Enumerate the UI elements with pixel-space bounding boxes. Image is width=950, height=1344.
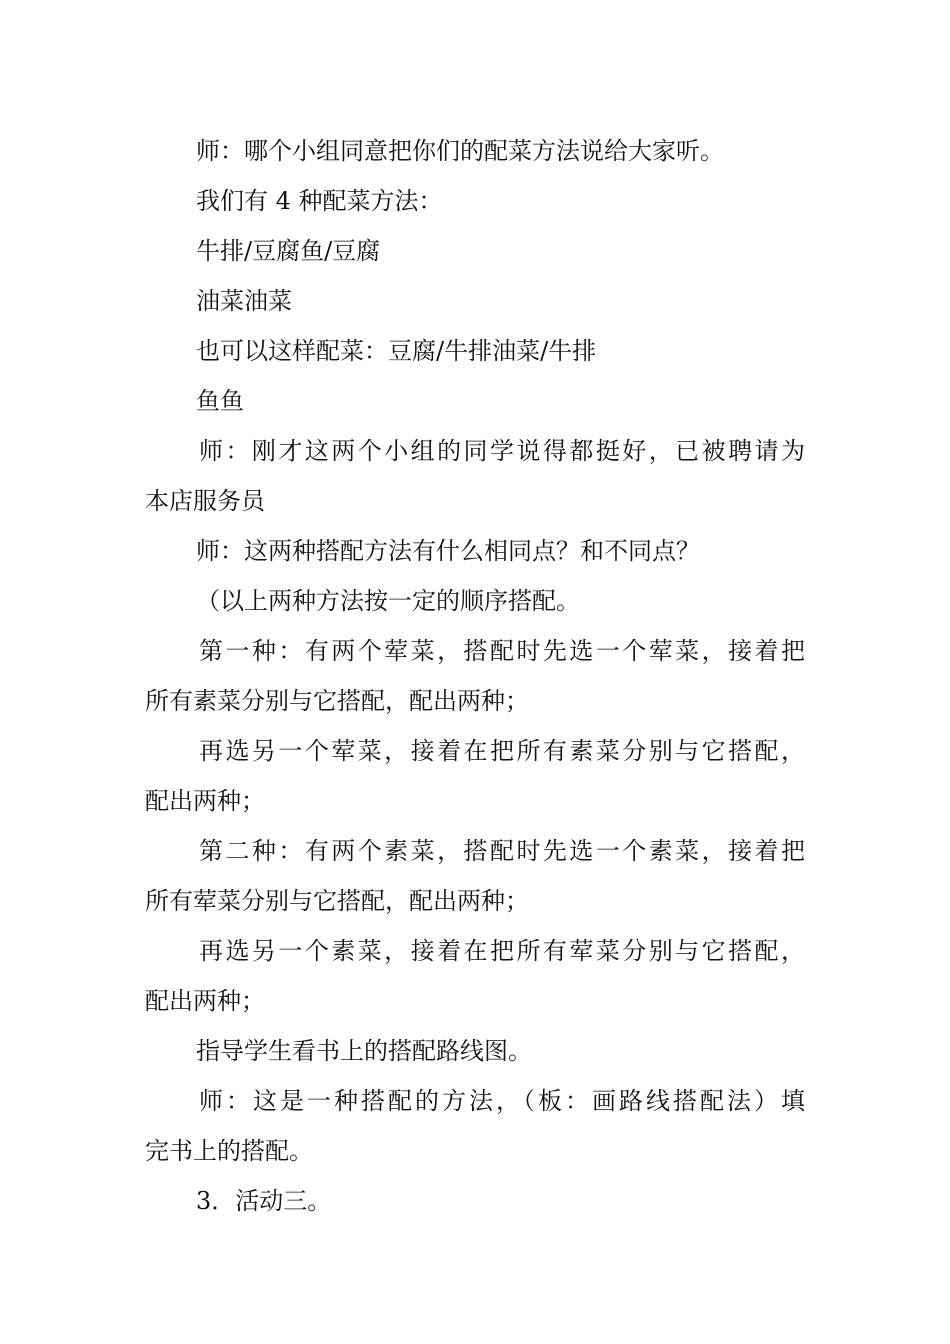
paragraph-line: 师：这是一种搭配的方法，（板：画路线搭配法）填 (199, 1087, 805, 1115)
paragraph-line: 我们有 4 种配菜方法： (196, 187, 443, 215)
paragraph-line: 配出两种； (145, 787, 265, 815)
paragraph-line: 师：哪个小组同意把你们的配菜方法说给大家听。 (196, 137, 724, 165)
paragraph-line: 本店服务员 (145, 487, 265, 515)
paragraph-line: 配出两种； (145, 987, 265, 1015)
paragraph-line: 师：刚才这两个小组的同学说得都挺好，已被聘请为 (199, 437, 805, 465)
paragraph-line: 完书上的搭配。 (145, 1137, 313, 1165)
paragraph-line: 也可以这样配菜：豆腐/牛排油菜/牛排 (196, 337, 597, 365)
paragraph-line: 指导学生看书上的搭配路线图。 (196, 1037, 532, 1065)
paragraph-line: 3．活动三。 (196, 1187, 332, 1215)
paragraph-line: （以上两种方法按一定的顺序搭配。 (196, 587, 580, 615)
paragraph-line: 牛排/豆腐鱼/豆腐 (196, 237, 381, 265)
paragraph-line: 第一种：有两个荤菜，搭配时先选一个荤菜，接着把 (199, 637, 805, 665)
paragraph-line: 第二种：有两个素菜，搭配时先选一个素菜，接着把 (199, 837, 805, 865)
paragraph-line: 师：这两种搭配方法有什么相同点？和不同点？ (196, 537, 700, 565)
paragraph-line: 再选另一个荤菜，接着在把所有素菜分别与它搭配， (199, 737, 805, 765)
paragraph-line: 再选另一个素菜，接着在把所有荤菜分别与它搭配， (199, 937, 805, 965)
paragraph-line: 鱼鱼 (196, 387, 244, 415)
paragraph-line: 所有荤菜分别与它搭配，配出两种； (145, 887, 529, 915)
paragraph-line: 所有素菜分别与它搭配，配出两种； (145, 687, 529, 715)
paragraph-line: 油菜油菜 (196, 287, 292, 315)
